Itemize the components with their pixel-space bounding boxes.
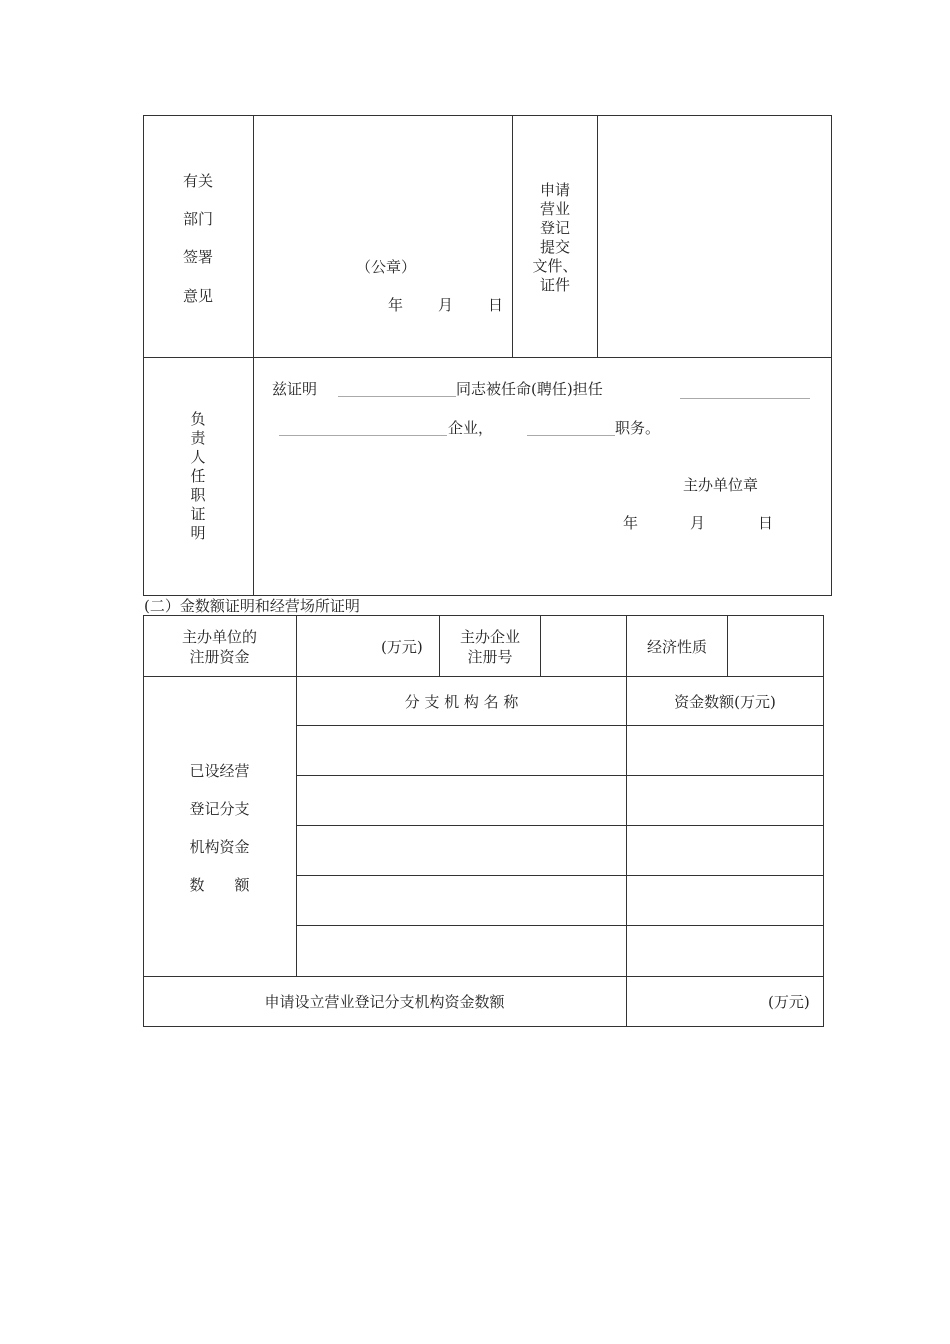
branch-row-2[interactable] <box>297 776 823 825</box>
submit-documents-label <box>513 181 597 295</box>
branch-row-4[interactable] <box>297 876 823 925</box>
host-unit-seal-text: 主办单位章 <box>683 476 759 494</box>
branch-label-2: 登记分支 <box>189 800 250 818</box>
dept-opinion-label-1: 有关 <box>182 172 213 190</box>
branch-label-1: 已设经营 <box>189 762 250 780</box>
cert-prefix: 兹证明 <box>272 380 318 398</box>
submit-label-line: 营业 <box>539 200 570 218</box>
resp-label-line: 人 <box>190 448 206 466</box>
resp-label-line: 任 <box>190 467 206 485</box>
name-blank-line[interactable] <box>338 396 456 397</box>
date2-day: 日 <box>758 514 774 532</box>
resp-label-line: 责 <box>190 429 206 447</box>
date2-year: 年 <box>623 514 639 532</box>
submit-label-line: 提交 <box>539 238 570 256</box>
dept-opinion-label-2: 部门 <box>182 210 213 228</box>
reg-no-label-2: 注册号 <box>467 648 513 666</box>
amount-header: 资金数额(万元) <box>674 693 776 711</box>
submit-label-line: 申请 <box>539 181 570 199</box>
branch-row-5[interactable] <box>297 926 823 976</box>
branch-row-3[interactable] <box>297 826 823 875</box>
cert-appointed-text: 同志被任命(聘任)担任 <box>456 380 603 398</box>
dept-opinion-label-3: 签署 <box>182 248 213 266</box>
cert-enterprise-text: 企业， <box>448 419 494 437</box>
resp-label-line: 负 <box>190 410 206 428</box>
cert-duty-text: 职务。 <box>615 419 661 437</box>
apply-amount-unit: (万元) <box>768 993 810 1011</box>
enterprise-blank-line[interactable] <box>279 435 447 436</box>
branch-name-header: 分 支 机 构 名 称 <box>404 693 519 711</box>
resp-label-line: 职 <box>190 486 206 504</box>
resp-label-line: 明 <box>190 524 206 542</box>
submit-label-line: 证件 <box>539 276 570 294</box>
date2-month: 月 <box>690 514 706 532</box>
date-day: 日 <box>488 296 504 314</box>
apply-amount-label: 申请设立营业登记分支机构资金数额 <box>264 993 505 1011</box>
submit-label-line: 文件、 <box>532 257 578 275</box>
date-year: 年 <box>388 296 404 314</box>
section-title: (二）金数额证明和经营场所证明 <box>144 597 360 615</box>
submit-label-line: 登记 <box>539 219 570 237</box>
reg-capital-unit: (万元) <box>381 638 423 656</box>
reg-capital-label-2: 注册资金 <box>189 648 250 666</box>
dept-opinion-label-4: 意见 <box>182 287 213 305</box>
resp-label-line: 证 <box>190 505 206 523</box>
reg-capital-label-1: 主办单位的 <box>181 628 257 646</box>
duty-blank-line[interactable] <box>527 435 615 436</box>
position-blank-line[interactable] <box>680 398 810 399</box>
official-seal-text: （公章） <box>356 258 417 276</box>
branch-row-1[interactable] <box>297 726 823 775</box>
branch-label-3: 机构资金 <box>189 838 250 856</box>
reg-no-label-1: 主办企业 <box>459 628 520 646</box>
econ-nature-label: 经济性质 <box>646 638 707 656</box>
responsible-person-label <box>143 410 253 543</box>
branch-label-4: 数 额 <box>189 876 250 894</box>
date-month: 月 <box>438 296 454 314</box>
